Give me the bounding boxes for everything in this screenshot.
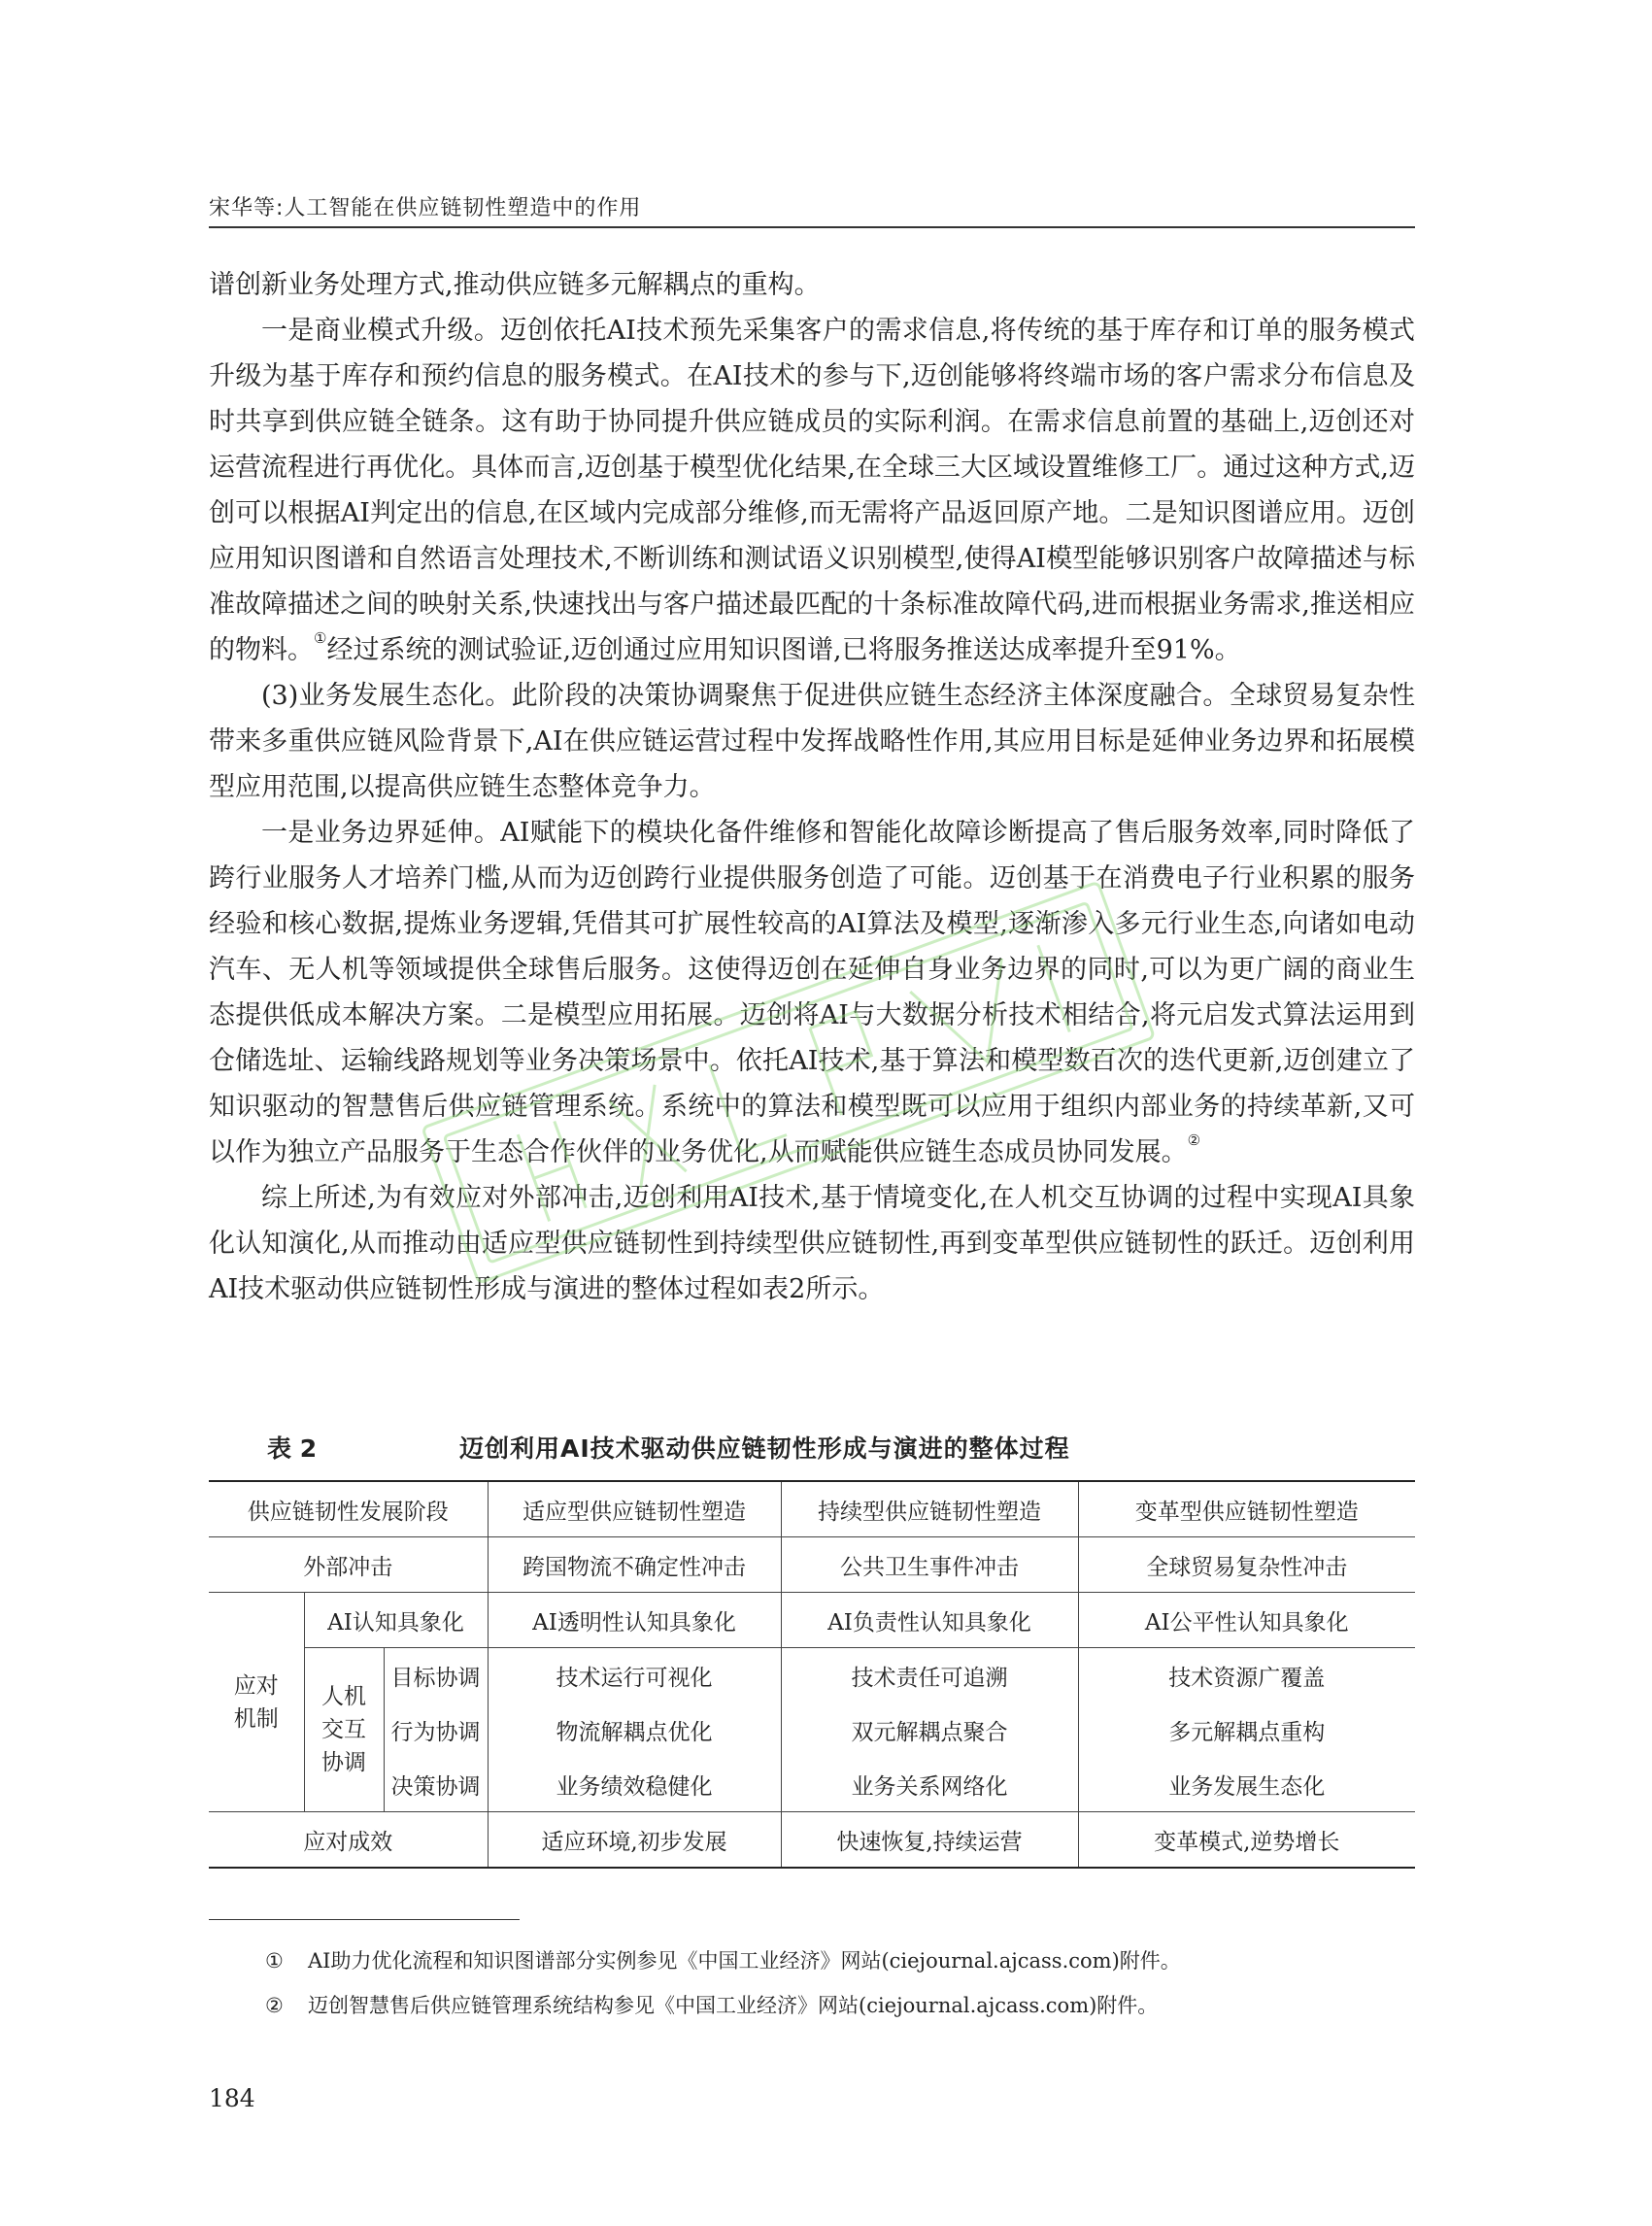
table-row xyxy=(209,1648,1415,1703)
table-cell: 应对成效 xyxy=(209,1812,488,1869)
body-text xyxy=(209,262,1415,1312)
table-cell: 技术运行可视化 xyxy=(488,1648,781,1703)
footnotes xyxy=(265,1942,1372,2032)
table-cell: 行为协调 xyxy=(384,1703,488,1757)
table-cell: 物流解耦点优化 xyxy=(488,1703,781,1757)
table-cell: 外部冲击 xyxy=(209,1537,488,1593)
paragraph xyxy=(209,308,1415,673)
paragraph-text: 综上所述,为有效应对外部冲击,迈创利用AI技术,基于情境变化,在人机交互协调的过程中实现AI具象化认知演化,从而推动由适应型供应链韧性到持续型供应链韧性,再到变革型供应链韧性的跃迁。迈创利用AI技术驱动供应链韧性形成与演进的整体过程如表2所示。 xyxy=(209,1183,1415,1304)
paragraph-text: 一是商业模式升级。迈创依托AI技术预先采集客户的需求信息,将传统的基于库存和订单的服务模式升级为基于库存和预约信息的服务模式。在AI技术的参与下,迈创能够将终端市场的客户需求分布信息及时共享到供应链全链条。这有助于协同提升供应链成员的实际利润。在需求信息前置的基础上,迈创还对运营流程进行再优化。具体而言,迈创基于模型优化结果,在全球三大区域设置维修工厂。通过这种方式,迈创可以根据AI判定出的信息,在区域内完成部分维修,而无需将产品返回原产地。二是知识图谱应用。迈创应用知识图谱和自然语言处理技术,不断训练和测试语义识别模型,使得AI模型能够识别客户故障描述与标准故障描述之间的映射关系,快速找出与客户描述最匹配的十条标准故障代码,进而根据业务需求,推送相应的物料。 xyxy=(209,316,1415,665)
table-caption xyxy=(209,1430,1415,1468)
table-row xyxy=(209,1812,1415,1869)
table-cell: 供应链韧性发展阶段 xyxy=(209,1481,488,1537)
table-cell: 双元解耦点聚合 xyxy=(781,1703,1078,1757)
table-cell: 决策协调 xyxy=(384,1757,488,1812)
table-row xyxy=(209,1757,1415,1812)
table-title: 迈创利用AI技术驱动供应链韧性形成与演进的整体过程 xyxy=(459,1434,1070,1463)
paragraph xyxy=(209,1175,1415,1312)
table-cell: 多元解耦点重构 xyxy=(1078,1703,1415,1757)
running-head-title: 宋华等:人工智能在供应链韧性塑造中的作用 xyxy=(209,196,642,220)
footnote-rule xyxy=(209,1919,520,1920)
paragraph-text: 谱创新业务处理方式,推动供应链多元解耦点的重构。 xyxy=(209,270,821,300)
table-cell: AI负责性认知具象化 xyxy=(781,1593,1078,1648)
table-cell: 适应环境,初步发展 xyxy=(488,1812,781,1869)
footnote xyxy=(265,1942,1372,1979)
paragraph-text: (3)业务发展生态化。此阶段的决策协调聚焦于促进供应链生态经济主体深度融合。全球贸易复杂性带来多重供应链风险背景下,AI在供应链运营过程中发挥战略性作用,其应用目标是延伸业务边界和拓展模型应用范围,以提高供应链生态整体竞争力。 xyxy=(209,681,1415,802)
table-cell: 业务发展生态化 xyxy=(1078,1757,1415,1812)
paragraph-text: 一是业务边界延伸。AI赋能下的模块化备件维修和智能化故障诊断提高了售后服务效率,同时降低了跨行业服务人才培养门槛,从而为迈创跨行业提供服务创造了可能。迈创基于在消费电子行业积累的服务经验和核心数据,提炼业务逻辑,凭借其可扩展性较高的AI算法及模型,逐渐渗入多元行业生态,向诸如电动汽车、无人机等领域提供全球售后服务。这使得迈创在延伸自身业务边界的同时,可以为更广阔的商业生态提供低成本解决方案。二是模型应用拓展。迈创将AI与大数据分析技术相结合,将元启发式算法运用到仓储选址、运输线路规划等业务决策场景中。依托AI技术,基于算法和模型数百次的迭代更新,迈创建立了知识驱动的智慧售后供应链管理系统。系统中的算法和模型既可以应用于组织内部业务的持续革新,又可以作为独立产品服务于生态合作伙伴的业务优化,从而赋能供应链生态成员协同发展。 xyxy=(209,818,1415,1167)
table-row xyxy=(209,1537,1415,1593)
table-cell: AI公平性认知具象化 xyxy=(1078,1593,1415,1648)
footnote-mark: ② xyxy=(265,1994,284,2017)
footnote xyxy=(265,1987,1372,2024)
table-cell: 目标协调 xyxy=(384,1648,488,1703)
paragraph-text: 经过系统的测试验证,迈创通过应用知识图谱,已将服务推送达成率提升至91%。 xyxy=(326,635,1241,665)
paragraph xyxy=(209,673,1415,810)
footnote-mark: ① xyxy=(265,1949,284,1973)
table-cell: 跨国物流不确定性冲击 xyxy=(488,1537,781,1593)
process-table xyxy=(209,1480,1415,1869)
table-number: 表 2 xyxy=(267,1434,318,1463)
table-cell: AI认知具象化 xyxy=(304,1593,488,1648)
footnote-text: 迈创智慧售后供应链管理系统结构参见《中国工业经济》网站(ciejournal.ajcass.com)附件。 xyxy=(308,1994,1159,2017)
table-row xyxy=(209,1593,1415,1648)
header-rule xyxy=(209,226,1415,228)
table-cell: 业务关系网络化 xyxy=(781,1757,1078,1812)
table-cell: 快速恢复,持续运营 xyxy=(781,1812,1078,1869)
table-cell: 应对 机制 xyxy=(209,1593,304,1812)
table-cell: 技术资源广覆盖 xyxy=(1078,1648,1415,1703)
table-cell: 技术责任可追溯 xyxy=(781,1648,1078,1703)
footnote-text: AI助力优化流程和知识图谱部分实例参见《中国工业经济》网站(ciejournal.ajcass.com)附件。 xyxy=(308,1949,1181,1973)
table-cell: 变革型供应链韧性塑造 xyxy=(1078,1481,1415,1537)
table-cell: 变革模式,逆势增长 xyxy=(1078,1812,1415,1869)
table-row xyxy=(209,1703,1415,1757)
table-cell: 持续型供应链韧性塑造 xyxy=(781,1481,1078,1537)
table-cell: 业务绩效稳健化 xyxy=(488,1757,781,1812)
footnote-ref[interactable]: ② xyxy=(1187,1131,1201,1149)
paragraph xyxy=(209,810,1415,1175)
table-cell: AI透明性认知具象化 xyxy=(488,1593,781,1648)
table-row xyxy=(209,1481,1415,1537)
table-cell: 人机 交互 协调 xyxy=(304,1648,384,1812)
page-number: 184 xyxy=(209,2084,255,2112)
paragraph xyxy=(209,262,1415,308)
table-cell: 公共卫生事件冲击 xyxy=(781,1537,1078,1593)
footnote-ref[interactable]: ① xyxy=(314,629,327,647)
table-cell: 适应型供应链韧性塑造 xyxy=(488,1481,781,1537)
table-cell: 全球贸易复杂性冲击 xyxy=(1078,1537,1415,1593)
